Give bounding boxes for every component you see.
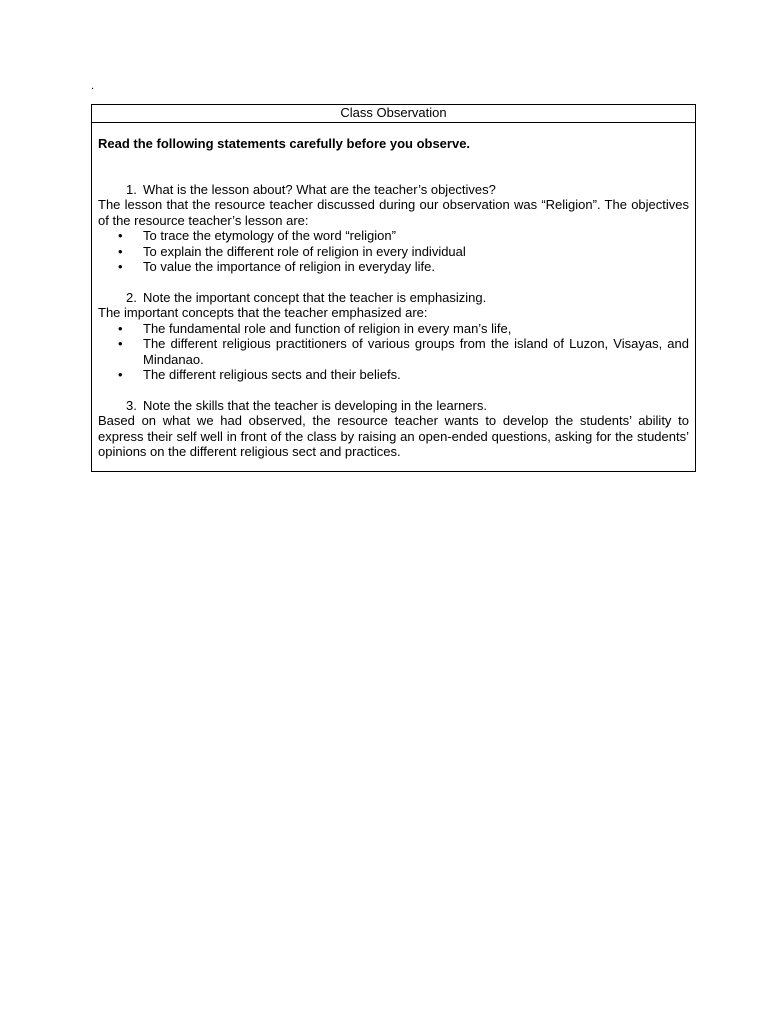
list-item: • The different religious sects and their beliefs. (118, 367, 401, 382)
question-3 (126, 398, 689, 414)
answer-2-list (98, 321, 689, 383)
list-item: • To value the importance of religion in everyday life. (118, 259, 435, 274)
table-body (92, 136, 695, 460)
question-2-text: Note the important concept that the teacher is emphasizing. (143, 289, 487, 305)
question-2 (126, 290, 689, 306)
observation-table (91, 104, 696, 472)
bullet-icon: • (118, 259, 123, 274)
question-2-number: 2. (126, 289, 137, 305)
bullet-icon: • (118, 228, 123, 243)
bullet-icon: • (118, 320, 123, 336)
question-3-text: Note the skills that the teacher is developing in the learners. (143, 397, 487, 413)
question-3-number: 3. (126, 397, 137, 413)
question-1-number: 1. (126, 181, 137, 197)
bullet-icon: • (118, 336, 123, 351)
bullet-icon: • (118, 367, 123, 382)
list-item: • The different religious practitioners of various groups from the island of Luzon, Visayas, and Mindanao. (118, 336, 689, 367)
bullet-icon: • (118, 243, 123, 259)
question-1 (126, 182, 689, 198)
list-item: • To trace the etymology of the word “religion” (118, 228, 396, 243)
answer-2-paragraph: The important concepts that the teacher emphasized are: (98, 305, 428, 320)
answer-1-paragraph: The lesson that the resource teacher discussed during our observation was “Religion”. The objectives of the resource teacher’s lesson are: (98, 197, 689, 228)
instructions-text: Read the following statements carefully before you observe. (98, 136, 471, 151)
answer-3-paragraph: Based on what we had observed, the resource teacher wants to develop the students’ ability to express their self well in front of the class by raising an open-ended questions, asking for the students’ opinions on the different religious sect and practices. (98, 413, 689, 459)
table-header: Class Observation (92, 105, 695, 123)
list-item: • The fundamental role and function of religion in every man’s life, (118, 320, 512, 336)
question-1-text: What is the lesson about? What are the teacher’s objectives? (143, 181, 496, 197)
list-item: • To explain the different role of religion in every individual (118, 243, 466, 259)
page-dot: . (91, 80, 95, 92)
answer-1-list (98, 228, 689, 275)
